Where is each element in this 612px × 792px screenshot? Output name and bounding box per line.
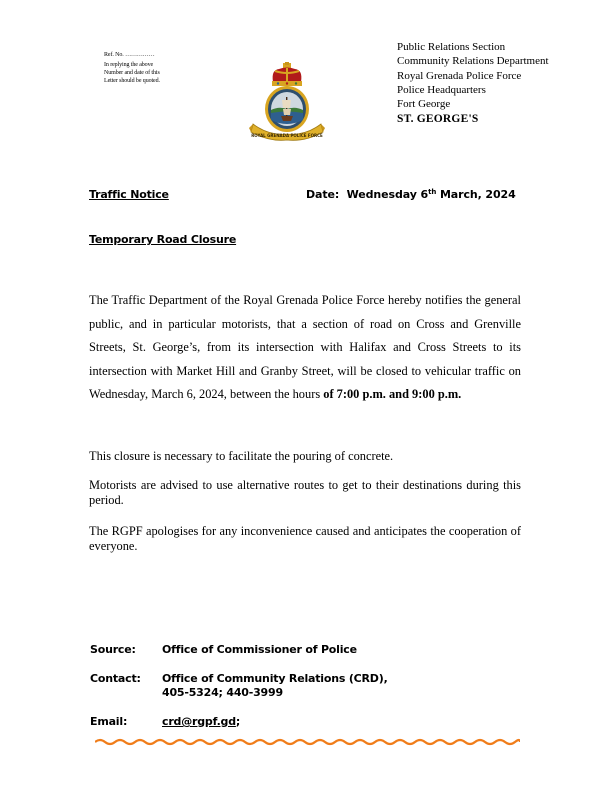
address-line: Royal Grenada Police Force [397, 69, 522, 82]
ref-instruction-line: Letter should be quoted. [104, 78, 160, 84]
body-paragraph-advice: Motorists are advised to use alternative routes to get to their destinations during this period. [89, 478, 521, 507]
address-line: Police Headquarters [397, 83, 486, 96]
address-line: Fort George [397, 98, 451, 111]
letterhead-address [397, 40, 549, 127]
source-value: Office of Commissioner of Police [162, 643, 357, 656]
address-line: Public Relations Section [397, 41, 506, 53]
ref-number-line: Ref. No. …………… [104, 52, 155, 58]
ref-instruction-line: Number and date of this [104, 70, 160, 76]
date-label: Date: [306, 188, 340, 201]
date-month-year: March, 2024 [436, 188, 516, 201]
email-value [162, 715, 240, 729]
svg-text:ROYAL GRENADA POLICE FORCE: ROYAL GRENADA POLICE FORCE [251, 133, 323, 138]
email-link[interactable]: crd@rgpf.gd [162, 715, 236, 728]
contact-label: Contact: [90, 672, 141, 685]
wavy-divider [95, 734, 520, 744]
body-paragraph-closure-details [89, 289, 521, 407]
source-label: Source: [90, 643, 136, 656]
email-trailing: ; [235, 715, 241, 728]
email-label: Email: [90, 715, 128, 728]
body-paragraph-apology: The RGPF apologises for any inconvenience caused and anticipates the cooperation of everyone. [89, 524, 521, 553]
date-ordinal-suffix: th [428, 188, 437, 196]
notice-date [306, 188, 516, 201]
police-crest-icon [249, 62, 325, 142]
notice-subject: Temporary Road Closure [89, 233, 237, 246]
body-paragraph-reason: This closure is necessary to facilitate the pouring of concrete. [89, 449, 394, 463]
closure-hours: of 7:00 p.m. and 9:00 p.m. [323, 387, 462, 402]
contact-office: Office of Community Relations (CRD), [162, 672, 388, 685]
contact-phones: 405-5324; 440-3999 [162, 686, 283, 699]
contact-value [162, 672, 388, 700]
closure-details-text: The Traffic Department of the Royal Grenada Police Force hereby notifies the general public, and in particular motorists, that a section of road on Cross and Grenville Streets, St. George’s, from its intersection with Halifax and Cross Streets to its intersection with Market Hill and Granby Street, will be closed to vehicular traffic on Wednesday, March 6, 2024, between the hours [89, 293, 521, 402]
ref-instruction-line: In replying the above [104, 62, 154, 68]
reference-block [104, 51, 160, 85]
notice-title: Traffic Notice [89, 188, 169, 201]
date-weekday: Wednesday 6 [346, 188, 429, 201]
address-line: Community Relations Department [397, 55, 549, 68]
address-city: ST. GEORGE'S [397, 113, 479, 126]
